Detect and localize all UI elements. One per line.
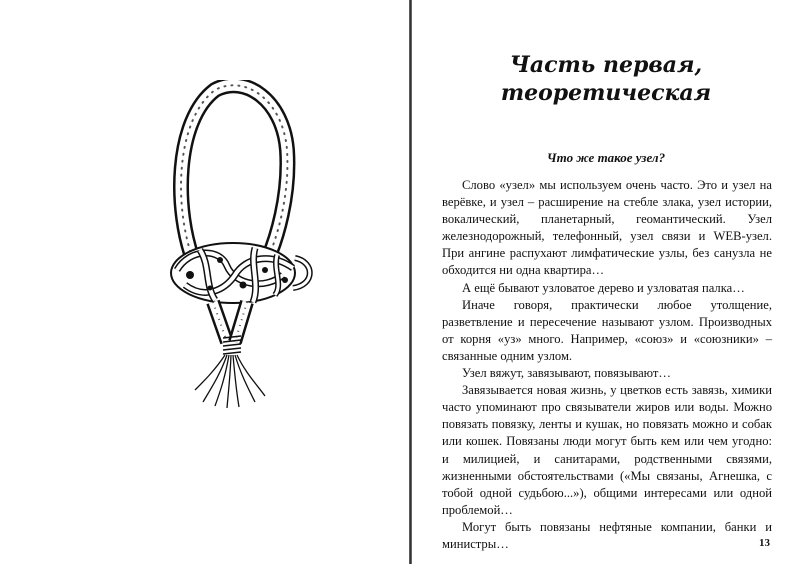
paragraph: А ещё бывают узловатое дерево и узловатая палка… [462,280,745,295]
right-page [412,0,800,564]
paragraph: Иначе говоря, практически любое утолщение, разветвление и пересечение называют узлом. Производных от корня «уз» много. Например, «союз» и «союзники» – связанные одним узлом. [442,297,772,363]
body-text [442,177,772,553]
paragraph: Могут быть повязаны нефтяные компании, банки и министры… [442,519,772,551]
chapter-title-line1: Часть первая, [509,52,703,78]
chapter-title-line2: теоретическая [500,80,712,106]
knot-body [171,243,310,303]
paragraph: Узел вяжут, завязывают, повязывают… [462,366,672,381]
tassel [195,355,265,408]
paragraph: Завязывается новая жизнь, у цветков есть завязь, химики часто упоминают про связыватели жиров или воды. Можно повязать повязку, ленты и кушак, но повязать можно и собак или кошек. Повязаны люди могут быть кем или чем угодно: и милицией, и санитарами, родственными связями, жизненными обстоятельствами («Мы связаны, Агнешка, с тобой одной судьбою...»), общими интересами или одной проблемой… [442,383,772,517]
section-heading: Что же такое узел? [546,150,666,165]
paragraph: Слово «узел» мы используем очень часто. Это и узел на верёвке, и узел – расширение на стебле злака, узел истории, вокалический, планетарный, геомантический. Узел железнодорожный, телефонный, узел связи и WEB-узел. При ангине распухают лимфатические узлы, без санузла не обходится ни одна квартира… [442,178,772,278]
knot-illustration [165,80,315,410]
page-number: 13 [759,537,770,549]
